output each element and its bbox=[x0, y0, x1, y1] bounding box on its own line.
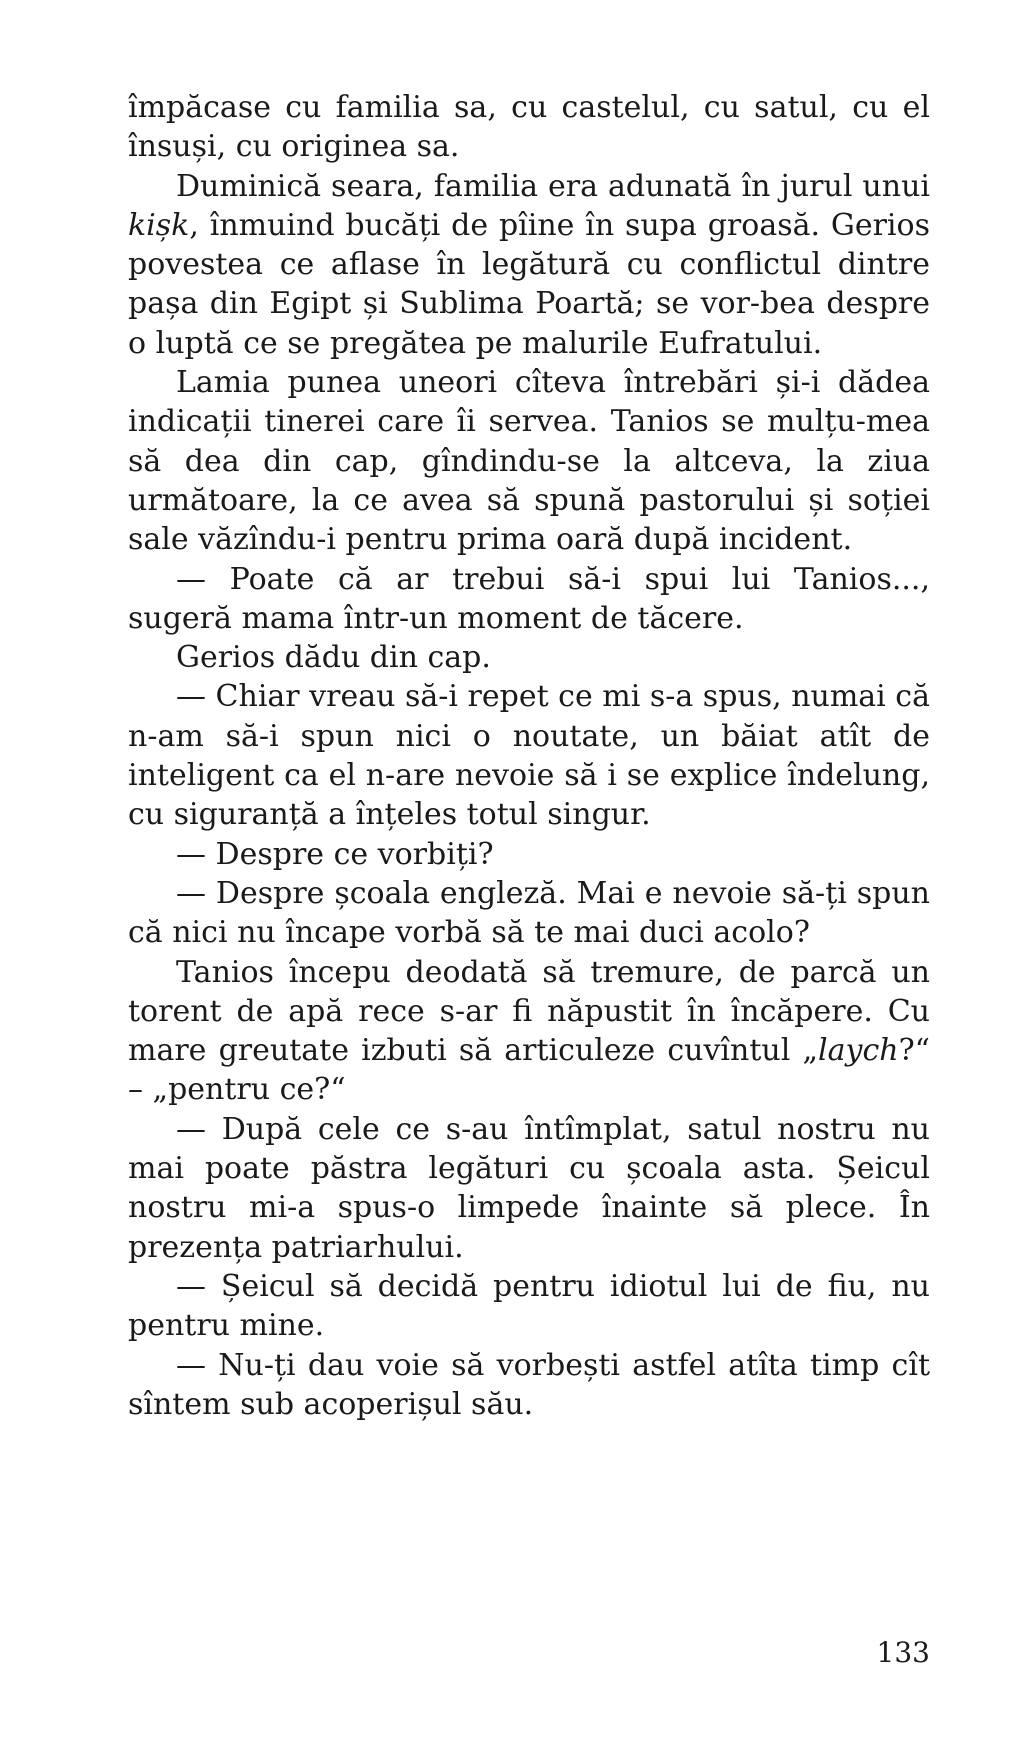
paragraph bbox=[128, 88, 930, 167]
paragraph-text: — Nu-ți dau voie să vorbești astfel atîta timp cît sîntem sub acoperișul său. bbox=[128, 1347, 930, 1422]
paragraph bbox=[128, 1346, 930, 1425]
paragraph-text: — Poate că ar trebui să-i spui lui Tanios..., sugeră mama într-un moment de tăcere. bbox=[128, 561, 930, 636]
paragraph-text: — Șeicul să decidă pentru idiotul lui de fiu, nu pentru mine. bbox=[128, 1268, 930, 1344]
paragraph bbox=[128, 363, 930, 559]
paragraph-text: ?“ – „pentru ce?“ bbox=[128, 1033, 930, 1108]
paragraph-text: Tanios începu deodată să tremure, de parcă un torent de apă rece s-ar fi năpustit în încăpere. Cu mare greutate izbuti să articuleze cuvîntul „ bbox=[128, 954, 930, 1069]
paragraph bbox=[128, 167, 930, 363]
paragraph bbox=[128, 1267, 930, 1346]
paragraph bbox=[128, 1110, 930, 1267]
paragraph bbox=[128, 638, 930, 677]
paragraph bbox=[128, 874, 930, 953]
paragraph-text: , înmuind bucăți de pîine în supa groasă. Gerios povestea ce aflase în legătură cu conflictul dintre pașa din Egipt și Sublima Poartă; se vor-bea despre o luptă ce se pregătea pe malurile Eufratului. bbox=[128, 207, 930, 361]
paragraph-text: — După cele ce s-au întîmplat, satul nostru nu mai poate păstra legături cu școala asta. Șeicul nostru mi-a spus-o limpede înainte să plece. În prezența patriarhului. bbox=[128, 1111, 930, 1265]
italic-term: laych bbox=[818, 1033, 899, 1069]
paragraph-text: — Chiar vreau să-i repet ce mi s-a spus, numai că n-am să-i spun nici o noutate, un băiat atît de inteligent ca el n-are nevoie să i se explice îndelung, cu siguranță a înțeles totul singur. bbox=[128, 679, 930, 833]
paragraph bbox=[128, 560, 930, 639]
paragraph bbox=[128, 677, 930, 834]
page-number: 133 bbox=[876, 1636, 930, 1669]
paragraph-text: Duminică seara, familia era adunată în jurul unui bbox=[176, 168, 930, 204]
paragraph-text: — Despre ce vorbiți? bbox=[176, 836, 494, 872]
body-text bbox=[128, 88, 930, 1424]
paragraph-text: Lamia punea uneori cîteva întrebări și-i dădea indicații tinerei care îi servea. Tanios se mulțu-mea să dea din cap, gîndindu-se la altceva, la ziua următoare, la ce avea să spună pastorului și soției sale văzîndu-i pentru prima oară după incident. bbox=[128, 365, 930, 558]
paragraph-text: — Despre școala engleză. Mai e nevoie să-ți spun că nici nu încape vorbă să te mai duci acolo? bbox=[128, 875, 930, 951]
paragraph-text: Gerios dădu din cap. bbox=[176, 640, 491, 676]
paragraph bbox=[128, 953, 930, 1110]
italic-term: kișk bbox=[128, 207, 190, 243]
paragraph-text: împăcase cu familia sa, cu castelul, cu satul, cu el însuși, cu originea sa. bbox=[128, 90, 930, 165]
paragraph bbox=[128, 835, 930, 874]
